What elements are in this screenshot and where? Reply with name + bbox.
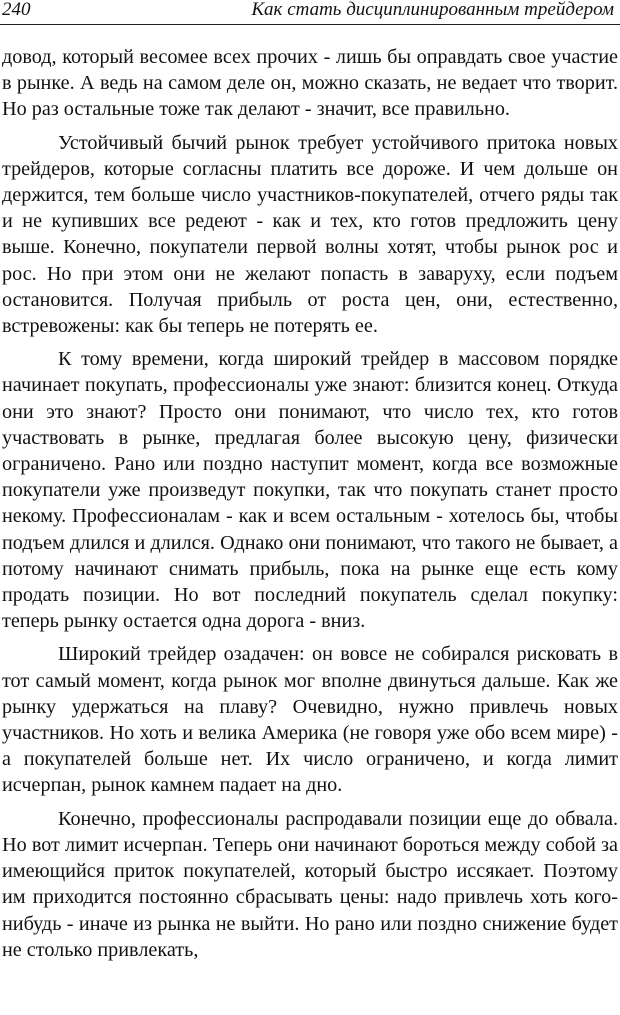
body-text [2,44,618,970]
page-header [0,0,620,25]
running-title: Как стать дисциплинированным трейдером [251,0,614,20]
paragraph-1: довод, который весомее всех прочих - лишь бы оправдать свое участие в рынке. А ведь на самом деле он, можно сказать, не ведает что творит. Но раз остальные тоже так делают - значит, все правильно. [2,46,618,121]
paragraph-2: Устойчивый бычий рынок требует устойчивого притока новых трейдеров, которые согласны платить все дороже. И чем дольше он держится, тем больше число участников-покупателей, отчего ряды так и не купивших все редеют - как и тех, кто готов предложить цену выше. Конечно, покупатели первой волны хотят, чтобы рынок рос и рос. Но при этом они не желают попасть в заваруху, если подъем остановится. Получая прибыль от роста цен, они, естественно, встревожены: как бы теперь не потерять ее. [2,131,618,338]
paragraph-5: Конечно, профессионалы распродавали позиции еще до обвала. Но вот лимит исчерпан. Теперь они начинают бороться между собой за имеющийся приток покупателей, который быстро иссякает. Поэтому им приходится постоянно сбрасывать цены: надо привлечь хоть кого-нибудь - иначе из рынка не выйти. Но рано или поздно снижение будет не столько привлекать, [2,807,618,961]
paragraph-4: Широкий трейдер озадачен: он вовсе не собирался рисковать в тот самый момент, когда рынок мог вполне двинуться дальше. Как же рынку удержаться на плаву? Очевидно, нужно привлечь новых участников. Но хоть и велика Америка (не говоря уже обо всем мире) - а покупателей больше нет. Их число ограничено, и когда лимит исчерпан, рынок камнем падает на дно. [2,643,618,797]
paragraph-3: К тому времени, когда широкий трейдер в массовом порядке начинает покупать, профессионалы уже знают: близится конец. Откуда они это знают? Просто они понимают, что число тех, кто готов участвовать в рынке, предлагая более высокую цену, физически ограничено. Рано или поздно наступит момент, когда все возможные покупатели уже произведут покупки, так что покупать станет просто некому. Профессионалам - как и всем остальным - хотелось бы, чтобы подъем длился и длился. Однако они понимают, что такого не бывает, а потому начинают снимать прибыль, пока на рынке еще есть кому продать позиции. Но вот последний покупатель сделал покупку: теперь рынку остается одна дорога - вниз. [2,348,618,633]
page-number: 240 [2,0,31,20]
